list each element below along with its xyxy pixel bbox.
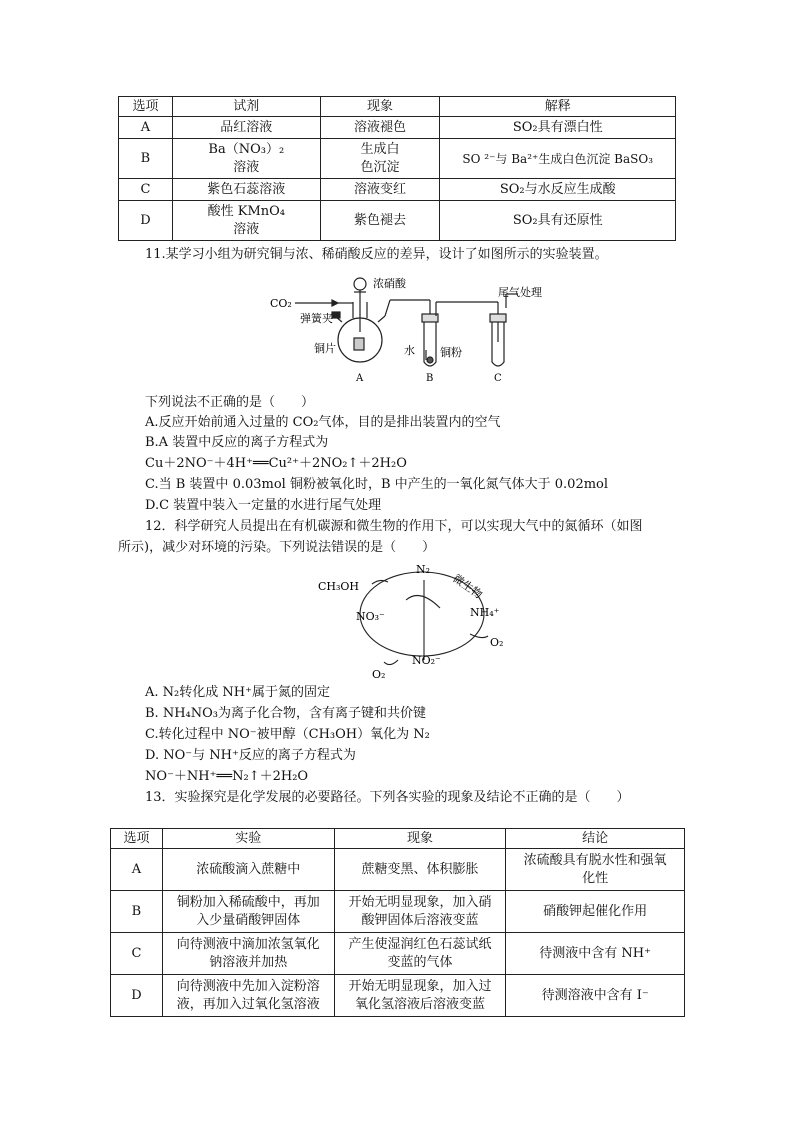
experiment-line: 铜粉加入稀硫酸中，再加 (176, 894, 320, 910)
phenomenon-line: 氧化氢溶液后溶液变蓝 (354, 996, 485, 1012)
microbe-label: 微生物 (450, 571, 485, 602)
table-row (111, 891, 685, 933)
table-row (111, 849, 685, 891)
q11-option-b: B.A 装置中反应的离子方程式为 (145, 435, 329, 450)
phenomenon-cell: 蔗糖变黑、体积膨胀 (334, 849, 506, 891)
conclusion-cell (506, 849, 685, 891)
q11-equation: Cu＋2NO⁻＋4H⁺══Cu²⁺＋2NO₂↑＋2H₂O (145, 456, 407, 471)
phenomenon-cell (334, 975, 506, 1017)
reagent-line: 溶液 (233, 159, 260, 175)
reagent-cell: 紫色石蕊溶液 (172, 179, 320, 201)
table-row (119, 139, 676, 179)
experiment-cell (162, 933, 334, 975)
q12-option-c: C.转化过程中 NO⁻被甲醇（CH₃OH）氧化为 N₂ (145, 727, 430, 742)
experiment-line: 入少量硝酸钾固体 (196, 912, 301, 928)
experiment-cell: 浓硫酸滴入蔗糖中 (162, 849, 334, 891)
experiment-line: 钠溶液并加热 (209, 954, 288, 970)
table-row (119, 117, 676, 139)
nh4-label: NH₄⁺ (470, 606, 500, 619)
co2-label: CO₂ (270, 297, 292, 310)
q12-option-d: D. NO⁻与 NH⁺反应的离子方程式为 (145, 748, 356, 763)
header-phenomenon: 现象 (334, 829, 506, 849)
o2-right-label: O₂ (490, 636, 504, 649)
phenomenon-line: 生成白 (360, 141, 400, 157)
conclusion-line: 化性 (582, 870, 609, 886)
option-label: A (111, 849, 163, 891)
q11-prompt: 下列说法不正确的是（ ） (145, 395, 315, 410)
explanation-cell: SO₂具有漂白性 (440, 117, 676, 139)
explanation-cell: SO₂与水反应生成酸 (440, 179, 676, 201)
experiment-line: 液，再加入过氧化氢溶液 (176, 996, 320, 1012)
reagent-line: Ba（NO₃）₂ (208, 141, 285, 157)
conclusion-cell: 待测液中含有 NH⁺ (506, 933, 685, 975)
apparatus-c-label: C (494, 373, 502, 384)
table-row (111, 933, 685, 975)
option-label: D (111, 975, 163, 1017)
q12-stem-line1: 12．科学研究人员提出在有机碳源和微生物的作用下，可以实现大气中的氮循环（如图 (145, 519, 643, 534)
phenomenon-cell (320, 139, 440, 179)
option-label: D (119, 201, 173, 241)
option-label: C (119, 179, 173, 201)
header-explanation: 解释 (440, 97, 676, 117)
tail-gas-label: 尾气处理 (498, 286, 542, 299)
header-phenomenon: 现象 (320, 97, 440, 117)
q12-nitrogen-cycle-figure (310, 560, 530, 680)
q11-option-d: D.C 装置中装入一定量的水进行尾气处理 (145, 498, 382, 513)
phenomenon-line: 产生使湿润红色石蕊试纸 (348, 936, 492, 952)
copper-sheet-label: 铜片 (314, 342, 336, 355)
explanation-cell: SO ²⁻与 Ba²⁺生成白色沉淀 BaSO₃ (440, 139, 676, 179)
table-row (119, 201, 676, 241)
table-row (119, 179, 676, 201)
option-label: C (111, 933, 163, 975)
q12-stem-line2: 所示)，减少对环境的污染。下列说法错误的是（ ） (118, 540, 436, 555)
experiment-cell (162, 975, 334, 1017)
conclusion-cell: 待测溶液中含有 I⁻ (506, 975, 685, 1017)
phenomenon-cell: 紫色褪去 (320, 201, 440, 241)
reagent-line: 酸性 KMnO₄ (207, 203, 285, 219)
apparatus-a-label: A (356, 373, 364, 384)
option-label: B (119, 139, 173, 179)
o2-bottom-label: O₂ (372, 668, 386, 680)
explanation-cell: SO₂具有还原性 (440, 201, 676, 241)
table-header-row (119, 97, 676, 117)
q11-stem: 11.某学习小组为研究铜与浓、稀硝酸反应的差异，设计了如图所示的实验装置。 (145, 247, 608, 262)
option-label: B (111, 891, 163, 933)
phenomenon-cell: 溶液褪色 (320, 117, 440, 139)
header-experiment: 实验 (162, 829, 334, 849)
no2-label: NO₂⁻ (412, 654, 441, 667)
table-so2-experiments (118, 96, 676, 241)
reagent-cell (172, 139, 320, 179)
header-option: 选项 (111, 829, 163, 849)
header-conclusion: 结论 (506, 829, 685, 849)
phenomenon-line: 色沉淀 (360, 159, 400, 175)
n2-label: N₂ (416, 563, 431, 576)
conclusion-cell: 硝酸钾起催化作用 (506, 891, 685, 933)
q11-option-c: C.当 B 装置中 0.03mol 铜粉被氧化时，B 中产生的一氧化氮气体大于 0.02mol (145, 477, 609, 492)
experiment-line: 向待测液中滴加浓氢氧化 (176, 936, 320, 952)
phenomenon-line: 酸钾固体后溶液变蓝 (361, 912, 479, 928)
experiment-line: 向待测液中先加入淀粉溶 (176, 978, 320, 994)
q11-apparatus-figure (270, 272, 560, 387)
no3-label: NO₃⁻ (356, 610, 385, 623)
q12-option-b: B. NH₄NO₃为离子化合物，含有离子键和共价键 (145, 706, 426, 721)
q12-option-a: A. N₂转化成 NH⁺属于氮的固定 (145, 685, 330, 700)
phenomenon-cell (334, 891, 506, 933)
apparatus-b-label: B (426, 373, 434, 384)
reagent-cell (172, 201, 320, 241)
ch3oh-label: CH₃OH (318, 580, 360, 593)
copper-powder-label: 铜粉 (440, 346, 462, 359)
table-row (111, 975, 685, 1017)
water-label: 水 (404, 344, 415, 357)
conclusion-line: 浓硫酸具有脱水性和强氧 (523, 852, 667, 868)
header-option: 选项 (119, 97, 173, 117)
phenomenon-line: 开始无明显现象，加入过 (348, 978, 492, 994)
conc-acid-label: 浓硝酸 (373, 277, 406, 290)
q11-option-a: A.反应开始前通入过量的 CO₂气体，目的是排出装置内的空气 (145, 415, 501, 430)
q12-equation: NO⁻＋NH⁺══N₂↑＋2H₂O (145, 769, 309, 784)
reagent-cell: 品红溶液 (172, 117, 320, 139)
header-reagent: 试剂 (172, 97, 320, 117)
phenomenon-cell (334, 933, 506, 975)
reagent-line: 溶液 (233, 221, 260, 237)
phenomenon-line: 开始无明显现象，加入硝 (348, 894, 492, 910)
table-experiments (110, 828, 685, 1017)
option-label: A (119, 117, 173, 139)
experiment-cell (162, 891, 334, 933)
spring-clip-label: 弹簧夹 (300, 312, 333, 325)
q13-stem: 13．实验探究是化学发展的必要路径。下列各实验的现象及结论不正确的是（ ） (145, 790, 630, 805)
table-header-row (111, 829, 685, 849)
phenomenon-line: 变蓝的气体 (387, 954, 453, 970)
phenomenon-cell: 溶液变红 (320, 179, 440, 201)
